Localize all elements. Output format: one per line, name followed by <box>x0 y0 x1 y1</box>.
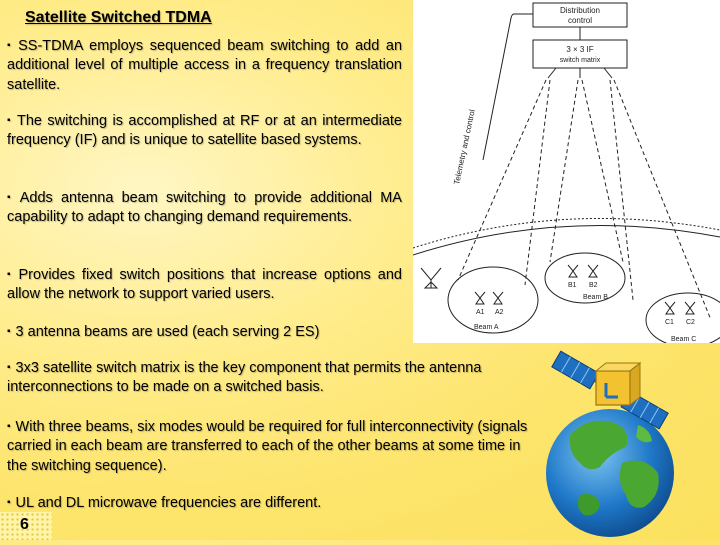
earth-globe-icon <box>546 409 674 537</box>
distribution-control-label-1: Distribution <box>559 6 601 15</box>
bullet-item <box>7 358 542 398</box>
control-station-antenna-icon <box>421 268 441 288</box>
bullet-marker: ▪ <box>7 192 15 203</box>
page-number: 6 <box>20 516 29 533</box>
bullet-text: 3 antenna beams are used (each serving 2 ES) <box>15 324 320 340</box>
bullet-text: Adds antenna beam switching to provide additional MA capability to adapt to changing demand requirements. <box>7 190 402 226</box>
bullet-item <box>7 417 542 476</box>
slide-title: Satellite Switched TDMA <box>25 9 212 26</box>
station-a1-label: A1 <box>476 309 485 316</box>
bullet-item <box>7 265 402 305</box>
bullet-item <box>7 493 542 513</box>
bullet-text: The switching is accomplished at RF or at an intermediate frequency (IF) and is unique to satellite based systems. <box>7 113 403 149</box>
station-b1-label: B1 <box>568 282 577 289</box>
earth-station-b2-icon <box>588 265 598 277</box>
earth-station-b1-icon <box>568 265 578 277</box>
bullet-marker: ▪ <box>7 115 12 126</box>
bullet-item <box>7 111 402 151</box>
bullet-item <box>7 36 402 95</box>
bullet-text: 3x3 satellite switch matrix is the key component that permits the antenna interconnections to be made on a switched basis. <box>7 360 482 396</box>
bullet-text: Provides fixed switch positions that increase options and allow the network to support varied users. <box>7 267 402 303</box>
bullet-marker: ▪ <box>7 421 11 432</box>
bullet-item <box>7 322 402 342</box>
station-c2-label: C2 <box>686 319 695 326</box>
station-b2-label: B2 <box>589 282 598 289</box>
bullet-marker: ▪ <box>7 40 14 51</box>
bullet-marker: ▪ <box>7 269 14 280</box>
beam-a-label: Beam A <box>474 324 499 331</box>
earth-station-a1-icon <box>475 292 485 304</box>
bullet-text: SS-TDMA employs sequenced beam switching to add an additional level of multiple access in a frequency translation satellite. <box>7 38 403 93</box>
station-c1-label: C1 <box>665 319 674 326</box>
switch-matrix-label-2: switch matrix <box>559 57 601 64</box>
telemetry-label: Telemetry and control <box>452 108 477 186</box>
bullet-item <box>7 188 402 228</box>
distribution-control-label-2: control <box>567 16 593 25</box>
bullet-marker: ▪ <box>7 497 11 508</box>
earth-station-c2-icon <box>685 302 695 314</box>
beam-b-label: Beam B <box>583 294 608 301</box>
bullet-marker: ▪ <box>7 362 11 373</box>
earth-station-a2-icon <box>493 292 503 304</box>
switch-matrix-label-1: 3 × 3 IF <box>566 45 594 54</box>
bullet-text: UL and DL microwave frequencies are different. <box>15 495 322 511</box>
bullet-text: With three beams, six modes would be required for full interconnectivity (signals carried in each beam are transferred to each of the other beams at some time in the switching sequence). <box>7 419 528 474</box>
station-a2-label: A2 <box>495 309 504 316</box>
ss-tdma-diagram <box>413 0 720 343</box>
beam-c-label: Beam C <box>671 336 697 343</box>
bullet-marker: ▪ <box>7 326 11 337</box>
page-number-box <box>0 512 52 540</box>
earth-station-c1-icon <box>665 302 675 314</box>
satellite-earth-clipart <box>540 345 720 545</box>
diagram-svg <box>413 0 720 343</box>
